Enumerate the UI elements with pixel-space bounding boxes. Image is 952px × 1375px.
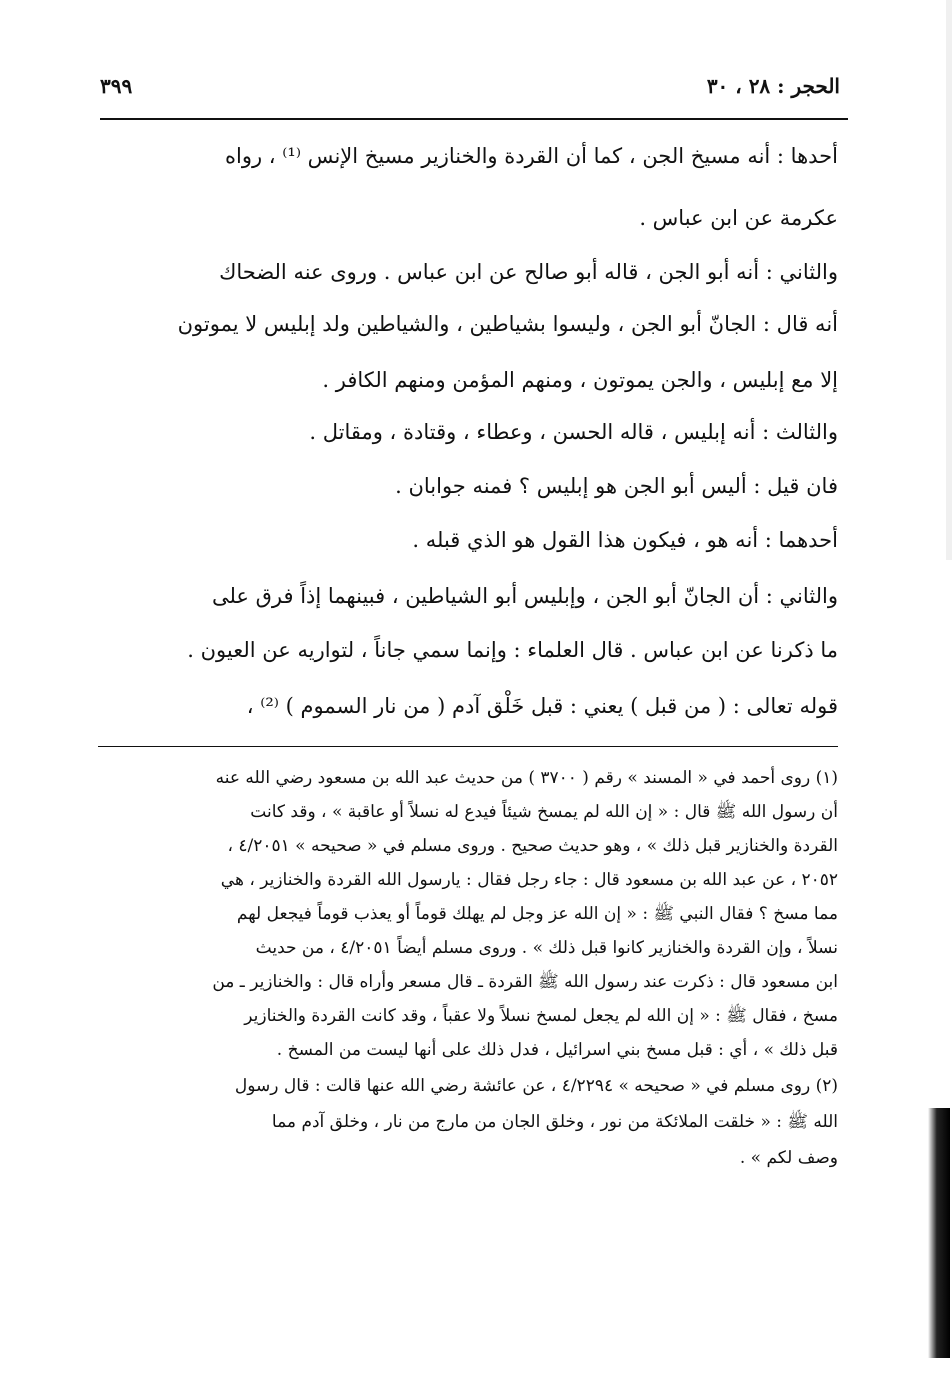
footnote-line: (١) روى أحمد في « المسند » رقم ( ٣٧٠٠ ) من حديث عبد الله بن مسعود رضي الله عنه bbox=[215, 768, 838, 788]
main-line: أحدها : أنه مسيخ الجن ، كما أن القردة والخنازير مسيخ الإنس ⁽¹⁾ ، رواه bbox=[225, 144, 838, 168]
footnote-line: مما مسخ ؟ فقال النبي ﷺ : « إن الله عز وجل لم يهلك قوماً أو يعذب قوماً فيجعل لهم bbox=[236, 904, 838, 924]
footnote-line: القردة والخنازير قبل ذلك » ، وهو حديث صحيح . وروى مسلم في « صحيحه » ٤/٢٠٥١ ، bbox=[227, 836, 838, 856]
scan-edge-shadow bbox=[946, 0, 952, 560]
main-line: والثاني : أن الجانّ أبو الجن ، وإبليس أبو الشياطين ، فبينهما إذاً فرق على bbox=[211, 584, 838, 608]
scan-binding-shadow bbox=[928, 1108, 950, 1358]
page-header bbox=[100, 66, 840, 106]
footnote-divider bbox=[98, 746, 838, 747]
main-line: فان قيل : أليس أبو الجن هو إبليس ؟ فمنه جوابان . bbox=[395, 474, 838, 498]
footnote-line: ٢٠٥٢ ، عن عبد الله بن مسعود قال : جاء رجل فقال : يارسول الله القردة والخنازير ، هي bbox=[220, 870, 838, 890]
main-line: والثالث : أنه إبليس ، قاله الحسن ، وعطاء ، وقتادة ، ومقاتل . bbox=[309, 420, 838, 444]
main-line: قوله تعالى : ( من قبل ) يعني : قبل خَلْق آدم ( من نار السموم ) ⁽²⁾ ، bbox=[246, 694, 838, 718]
footnote-line: الله ﷺ : « خلقت الملائكة من نور ، وخلق الجان من مارج من نار ، وخلق آدم مما bbox=[271, 1112, 838, 1132]
header-divider bbox=[100, 118, 848, 120]
surah-reference: الحجر : ٢٨ ، ٣٠ bbox=[706, 74, 840, 98]
footnote-line: (٢) روى مسلم في « صحيحه » ٤/٢٢٩٤ ، عن عائشة رضي الله عنها قالت : قال رسول bbox=[234, 1076, 838, 1096]
footnote-line: ابن مسعود قال : ذكرت عند رسول الله ﷺ القردة ـ قال مسعر وأراه قال : والخنازير ـ من bbox=[212, 972, 838, 992]
main-line: عكرمة عن ابن عباس . bbox=[639, 206, 838, 230]
footnote-line: مسخ ، فقال ﷺ : « إن الله لم يجعل لمسخ نسلاً ولا عقباً ، وقد كانت القردة والخنازير bbox=[244, 1006, 838, 1026]
main-line: والثاني : أنه أبو الجن ، قاله أبو صالح عن ابن عباس . وروى عنه الضحاك bbox=[219, 260, 838, 284]
footnote-line: وصف لكم » . bbox=[739, 1148, 838, 1168]
footnote-line: قبل ذلك » ، أي : قبل مسخ بني اسرائيل ، فدل ذلك على أنها ليست من المسخ . bbox=[276, 1040, 838, 1060]
page-number: ٣٩٩ bbox=[100, 74, 133, 98]
main-line: أنه قال : الجانّ أبو الجن ، وليسوا بشياطين ، والشياطين ولد إبليس لا يموتون bbox=[177, 312, 838, 336]
main-line: ما ذكرنا عن ابن عباس . قال العلماء : وإنما سمي جاناً ، لتواريه عن العيون . bbox=[187, 638, 838, 662]
main-line: أحدهما : أنه هو ، فيكون هذا القول هو الذي قبله . bbox=[412, 528, 838, 552]
footnote-line: أن رسول الله ﷺ قال : « إن الله لم يمسخ شيئاً فيدع له نسلاً أو عاقبة » ، وقد كانت bbox=[250, 802, 838, 822]
main-line: إلا مع إبليس ، والجن يموتون ، ومنهم المؤمن ومنهم الكافر . bbox=[322, 368, 838, 392]
footnote-line: نسلاً ، وإن القردة والخنازير كانوا قبل ذلك » . وروى مسلم أيضاً ٤/٢٠٥١ ، من حديث bbox=[255, 938, 838, 958]
